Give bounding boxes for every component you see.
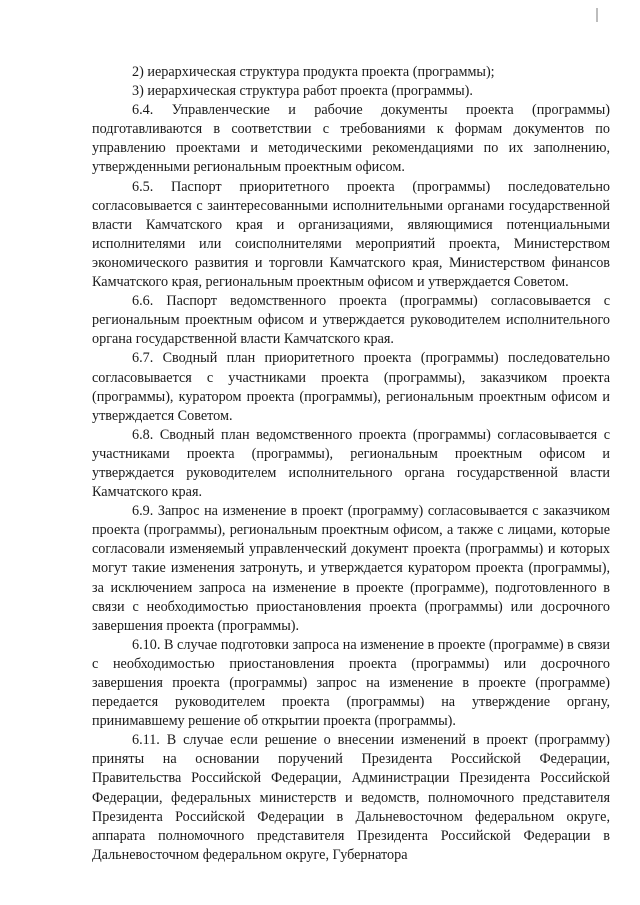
paragraph-6-7: 6.7. Сводный план приоритетного проекта (программы) последовательно согласовывается с участниками проекта (программы), заказчиком проекта (программы), куратором проекта (программы), региональным проектным офисом и утверждается Советом. xyxy=(92,350,610,424)
paragraph-6-6: 6.6. Паспорт ведомственного проекта (программы) согласовывается с региональным проектным офисом и утверждается руководителем исполнительного органа государственной власти Камчатского края. xyxy=(92,293,610,348)
paragraph-6-10: 6.10. В случае подготовки запроса на изменение в проекте (программе) в связи с необходимостью приостановления проекта (программы) или досрочного завершения проекта (программы) запрос на изменение в проекте (программе) передается руководителем проекта (программы) на утверждение органу, принимавшему решение об открытии проекта (программы). xyxy=(92,636,610,730)
scan-mark xyxy=(596,8,598,22)
list-item-2: 2) иерархическая структура продукта проекта (программы); xyxy=(132,64,495,80)
document-page xyxy=(92,63,610,865)
paragraph-6-11: 6.11. В случае если решение о внесении изменений в проект (программу) приняты на основании поручений Президента Российской Федерации, Правительства Российской Федерации, Администрации Президента Российской Федерации, федеральных министерств и ведомств, полномочного представителя Президента Российской Федерации в Дальневосточном федеральном округе, аппарата полномочного представителя Президента Российской Федерации в Дальневосточном федеральном округе, Губернатора xyxy=(92,732,610,863)
paragraph-6-4: 6.4. Управленческие и рабочие документы проекта (программы) подготавливаются в соответствии с требованиями к формам документов по управлению проектами и методическими рекомендациями по их заполнению, утвержденными региональным проектным офисом. xyxy=(92,102,610,176)
paragraph-6-5: 6.5. Паспорт приоритетного проекта (программы) последовательно согласовывается с заинтересованными исполнительными органами государственной власти Камчатского края и организациями, являющимися потенциальными исполнителями или соисполнителями мероприятий проекта, Министерством экономического развития и торговли Камчатского края, Министерством финансов Камчатского края, региональным проектным офисом и утверждается Советом. xyxy=(92,178,610,291)
list-item-3: 3) иерархическая структура работ проекта (программы). xyxy=(132,83,473,100)
paragraph-6-8: 6.8. Сводный план ведомственного проекта (программы) согласовывается с участниками проекта (программы), региональным проектным офисом и утверждается руководителем исполнительного органа государственной власти Камчатского края. xyxy=(92,426,610,501)
paragraph-6-9: 6.9. Запрос на изменение в проект (программу) согласовывается с заказчиком проекта (программы), региональным проектным офисом, а также с лицами, которые согласовали изменяемый управленческий документ проекта (программы) и которых могут такие изменения затронуть, и утверждается куратором проекта (программы), за исключением запроса на изменение в проекте (программе), подготовленного в связи с необходимостью приостановления проекта (программы) или досрочного завершения проекта (программы). xyxy=(92,503,610,634)
